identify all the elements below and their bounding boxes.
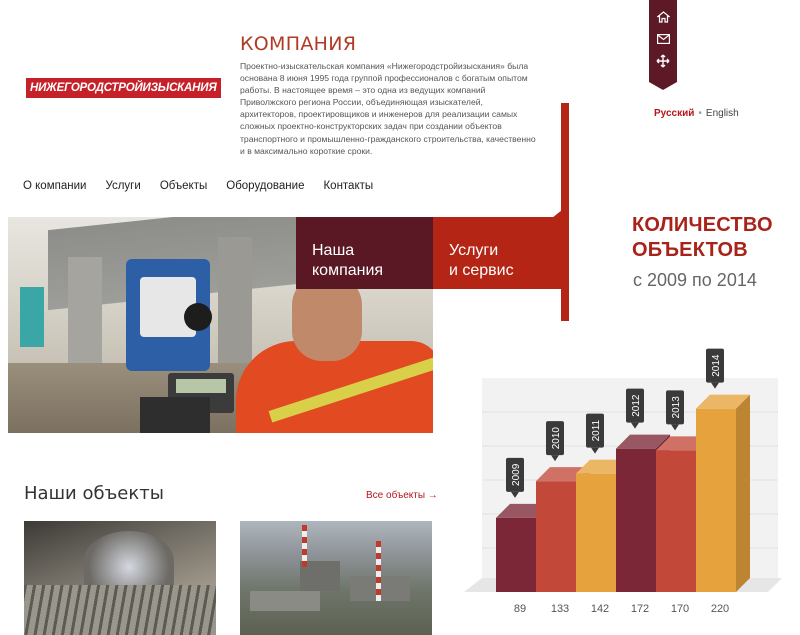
- stats-subtitle: с 2009 по 2014: [633, 270, 757, 290]
- chart-value-label: 142: [590, 603, 610, 615]
- chart-bar: [496, 518, 536, 592]
- chart-value-label: 220: [710, 603, 730, 615]
- lang-english[interactable]: English: [705, 108, 739, 119]
- language-switcher: [654, 108, 739, 119]
- logo-text: НИЖЕГОРОДСТРОЙИЗЫСКАНИЯ: [26, 78, 221, 98]
- chart-canvas: [462, 340, 800, 605]
- nav-item-about[interactable]: О компании: [23, 180, 87, 192]
- sitemap-icon[interactable]: [655, 53, 671, 69]
- main-nav: [23, 180, 392, 192]
- objects-bar-chart: [462, 340, 800, 622]
- stats-title-line1: КОЛИЧЕСТВО: [632, 214, 773, 236]
- nav-item-objects[interactable]: Объекты: [159, 180, 208, 192]
- chart-value-label: 89: [513, 603, 527, 615]
- stats-title-line2: ОБЪЕКТОВ: [632, 239, 748, 261]
- chart-value-labels: [462, 603, 800, 621]
- tile-our-company-line1: Наша: [312, 242, 355, 259]
- chart-year-label: 2011: [591, 419, 602, 442]
- tile-services-line2: и сервис: [449, 262, 514, 279]
- chart-bar: [616, 449, 656, 592]
- chart-year-label: 2010: [551, 427, 562, 450]
- side-icon-nav: [649, 0, 677, 82]
- chart-year-label: 2012: [631, 394, 642, 417]
- lang-separator: •: [698, 108, 702, 119]
- tile-services[interactable]: [433, 217, 561, 289]
- chart-value-label: 170: [670, 603, 690, 615]
- chart-value-label: 172: [630, 603, 650, 615]
- object-thumbnail-tunnel[interactable]: [24, 521, 216, 635]
- chart-bar: [576, 474, 616, 592]
- chart-value-label: 133: [550, 603, 570, 615]
- lang-russian[interactable]: Русский: [654, 108, 695, 119]
- tile-our-company[interactable]: [296, 217, 433, 289]
- chart-year-label: 2013: [671, 396, 682, 419]
- company-title: КОМПАНИЯ: [240, 33, 357, 55]
- nav-item-contacts[interactable]: Контакты: [323, 180, 374, 192]
- tile-services-line1: Услуги: [449, 242, 499, 259]
- nav-item-services[interactable]: Услуги: [105, 180, 141, 192]
- chart-year-label: 2009: [511, 463, 522, 486]
- company-logo[interactable]: [24, 68, 217, 108]
- chart-bar: [696, 409, 736, 592]
- stats-title: [632, 213, 773, 263]
- company-description: Проектно-изыскательская компания «Нижегородстройизыскания» была основана 8 июня 1995 года группой профессионалов с богатым опытом работы. В настоящее время – это одна из ведущих компаний Приволжского региона России, объединяющая изыскателей, архитекторов, проектировщиков и инженеров для реализации самых сложных проектно-конструкторских задач при создании объектов транспортного и промышленно-гражданского строительства, качественно и в максимально короткие сроки.: [240, 61, 536, 156]
- mail-icon[interactable]: [655, 31, 671, 47]
- tile-our-company-line2: компания: [312, 262, 384, 279]
- nav-item-equipment[interactable]: Оборудование: [226, 180, 305, 192]
- chart-bar: [656, 450, 696, 592]
- all-objects-link[interactable]: Все объекты →: [366, 490, 438, 501]
- chart-bar: [536, 481, 576, 592]
- chart-year-label: 2014: [711, 354, 722, 377]
- home-icon[interactable]: [655, 9, 671, 25]
- accent-divider: [561, 103, 569, 321]
- objects-section-title: Наши объекты: [24, 483, 164, 504]
- chart-bar-side: [736, 395, 750, 592]
- object-thumbnail-plant[interactable]: [240, 521, 432, 635]
